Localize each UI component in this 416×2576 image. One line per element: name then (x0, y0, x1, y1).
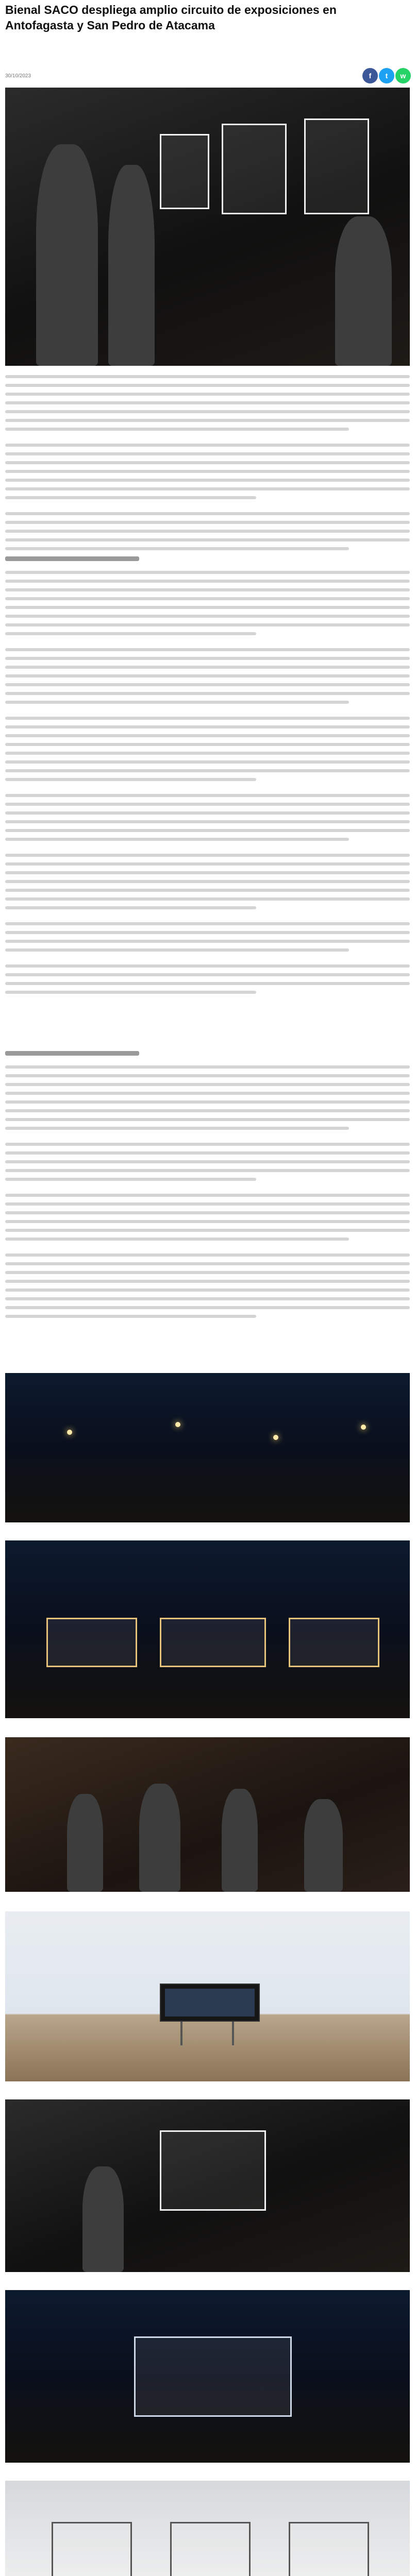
visitor-figure (304, 1799, 343, 1892)
projection-photo (5, 2290, 410, 2463)
gallery-visitors-photo (5, 1737, 410, 1892)
artwork-frame (160, 134, 209, 209)
desert-billboard-photo (5, 1911, 410, 2081)
lit-window (46, 1618, 137, 1667)
visitor-figure (335, 216, 392, 366)
article-body-2 (5, 571, 410, 999)
article-body-3 (5, 1065, 410, 1324)
lit-window (289, 1618, 379, 1667)
twitter-icon: t (385, 72, 388, 80)
projection-screen (134, 2336, 292, 2417)
whatsapp-icon: w (400, 72, 406, 80)
article-date: 30/10/2023 (5, 73, 31, 79)
visitor-figure (139, 1784, 180, 1892)
installation-photo (5, 2099, 410, 2272)
lit-window (160, 1618, 266, 1667)
artwork-frame (289, 2522, 369, 2576)
visitor-figure (108, 165, 155, 366)
twitter-share-button[interactable] (379, 68, 394, 83)
visitor-figure (67, 1794, 103, 1892)
article-body-1 (5, 375, 410, 556)
gallery-wall-photo (5, 2481, 410, 2576)
visitor-figure (36, 144, 98, 366)
artwork-frame (170, 2522, 251, 2576)
street-light (273, 1435, 278, 1440)
whatsapp-share-button[interactable] (395, 68, 411, 83)
visitor-figure (222, 1789, 258, 1892)
visitor-figure (82, 2166, 124, 2272)
street-light (175, 1422, 180, 1427)
street-light (67, 1430, 72, 1435)
artwork-frame (160, 2130, 266, 2211)
article-headline: Bienal SACO despliega amplio circuito de exposiciones en Antofagasta y San Pedro de Atacama (5, 3, 337, 32)
facebook-icon: f (369, 72, 372, 80)
billboard (160, 1984, 260, 2022)
artwork-frame (304, 118, 369, 214)
street-light (361, 1425, 366, 1430)
artwork-frame (222, 124, 287, 214)
artwork-frame (52, 2522, 132, 2576)
hero-photo (5, 88, 410, 366)
section-heading (5, 556, 139, 561)
section-heading (5, 1051, 139, 1056)
night-exterior-photo (5, 1373, 410, 1522)
night-building-photo (5, 1540, 410, 1718)
facebook-share-button[interactable] (362, 68, 378, 83)
